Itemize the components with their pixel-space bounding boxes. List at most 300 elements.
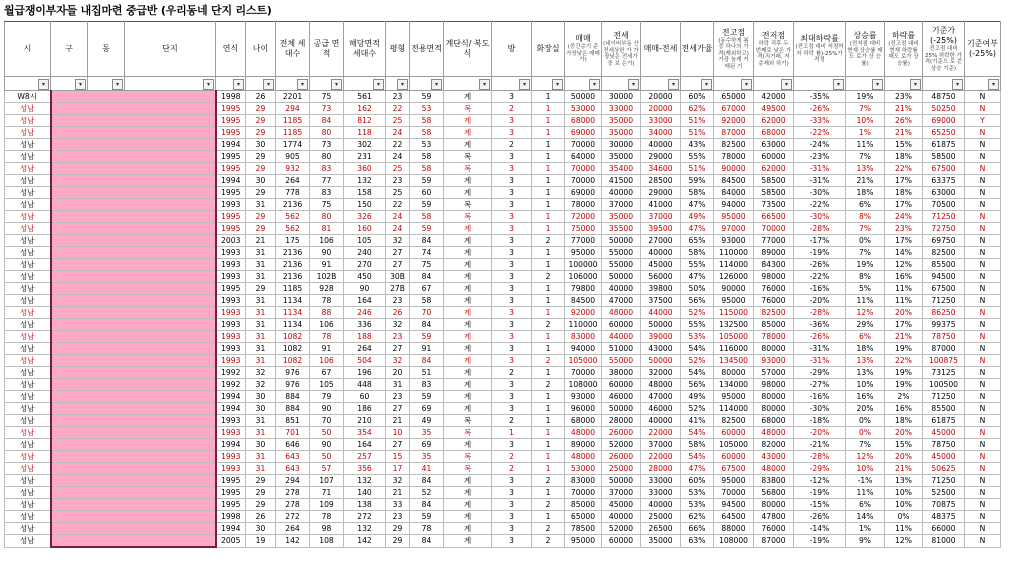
- table-cell[interactable]: 성남: [5, 247, 51, 259]
- table-cell[interactable]: -21%: [794, 439, 846, 451]
- table-cell[interactable]: 450: [344, 271, 386, 283]
- table-cell[interactable]: 40000: [641, 499, 681, 511]
- table-cell[interactable]: 계: [444, 391, 492, 403]
- table-cell[interactable]: 11%: [846, 139, 885, 151]
- table-cell[interactable]: 108000: [714, 535, 754, 548]
- table-cell[interactable]: N: [965, 439, 1001, 451]
- table-cell[interactable]: 1: [532, 103, 565, 115]
- table-cell[interactable]: 3: [492, 199, 532, 211]
- table-cell[interactable]: 성남: [5, 487, 51, 499]
- table-cell[interactable]: 0%: [885, 511, 923, 523]
- table-cell[interactable]: 1993: [216, 331, 246, 343]
- table-cell[interactable]: 40000: [641, 247, 681, 259]
- column-header[interactable]: [216, 22, 246, 77]
- table-cell[interactable]: 23%: [885, 91, 923, 103]
- table-cell[interactable]: 1: [532, 415, 565, 427]
- table-cell[interactable]: 84: [410, 535, 444, 548]
- table-cell[interactable]: 3: [492, 487, 532, 499]
- table-cell[interactable]: -18%: [794, 415, 846, 427]
- table-cell[interactable]: 19%: [885, 343, 923, 355]
- table-cell[interactable]: 계: [444, 439, 492, 451]
- table-cell[interactable]: 80000: [754, 499, 794, 511]
- table-cell[interactable]: 58: [410, 151, 444, 163]
- table-cell[interactable]: 1082: [276, 355, 310, 367]
- table-cell[interactable]: N: [965, 199, 1001, 211]
- table-cell[interactable]: 95000: [714, 391, 754, 403]
- table-cell[interactable]: 복: [444, 151, 492, 163]
- table-cell[interactable]: 20%: [885, 427, 923, 439]
- table-cell[interactable]: 1: [532, 259, 565, 271]
- table-cell[interactable]: 32000: [641, 367, 681, 379]
- table-cell[interactable]: 31: [246, 343, 276, 355]
- table-cell[interactable]: 복: [444, 211, 492, 223]
- table-cell[interactable]: 1995: [216, 487, 246, 499]
- table-cell[interactable]: 1995: [216, 475, 246, 487]
- table-cell[interactable]: 63000: [923, 187, 965, 199]
- table-cell[interactable]: -19%: [794, 535, 846, 548]
- table-cell[interactable]: 102B: [310, 271, 344, 283]
- table-cell[interactable]: 976: [276, 367, 310, 379]
- filter-dropdown-icon[interactable]: ▾: [38, 79, 49, 90]
- table-cell[interactable]: 21%: [885, 331, 923, 343]
- table-cell[interactable]: 31: [246, 415, 276, 427]
- table-cell[interactable]: 3: [492, 343, 532, 355]
- table-cell[interactable]: 2136: [276, 259, 310, 271]
- table-cell[interactable]: 3: [492, 91, 532, 103]
- table-cell[interactable]: 33000: [602, 103, 641, 115]
- table-cell[interactable]: 29%: [846, 319, 885, 331]
- table-cell[interactable]: 643: [276, 451, 310, 463]
- column-header[interactable]: [444, 22, 492, 77]
- table-cell[interactable]: N: [965, 451, 1001, 463]
- table-cell[interactable]: 37000: [641, 211, 681, 223]
- table-cell[interactable]: 성남: [5, 463, 51, 475]
- table-cell[interactable]: 2%: [885, 391, 923, 403]
- table-cell[interactable]: 1: [532, 463, 565, 475]
- table-cell[interactable]: 11%: [846, 295, 885, 307]
- table-cell[interactable]: 1: [532, 487, 565, 499]
- table-cell[interactable]: 93000: [754, 355, 794, 367]
- table-cell[interactable]: 41: [410, 463, 444, 475]
- table-cell[interactable]: 47%: [681, 223, 714, 235]
- table-cell[interactable]: 53%: [681, 331, 714, 343]
- table-cell[interactable]: 62%: [681, 511, 714, 523]
- table-cell[interactable]: 50000: [602, 403, 641, 415]
- table-cell[interactable]: 1994: [216, 403, 246, 415]
- table-cell[interactable]: 29: [246, 127, 276, 139]
- table-cell[interactable]: 43%: [681, 139, 714, 151]
- table-cell[interactable]: 성남: [5, 115, 51, 127]
- table-cell[interactable]: 성남: [5, 415, 51, 427]
- table-cell[interactable]: 1995: [216, 283, 246, 295]
- table-cell[interactable]: 84: [410, 355, 444, 367]
- table-cell[interactable]: 39500: [641, 223, 681, 235]
- table-cell[interactable]: 80: [310, 211, 344, 223]
- table-cell[interactable]: 31: [246, 271, 276, 283]
- table-cell[interactable]: 3: [492, 439, 532, 451]
- table-cell[interactable]: -28%: [794, 451, 846, 463]
- table-cell[interactable]: 50250: [923, 103, 965, 115]
- table-cell[interactable]: 42000: [754, 91, 794, 103]
- table-cell[interactable]: 성남: [5, 331, 51, 343]
- table-cell[interactable]: 16%: [846, 391, 885, 403]
- table-cell[interactable]: 45000: [602, 499, 641, 511]
- table-cell[interactable]: 50000: [602, 235, 641, 247]
- table-cell[interactable]: 복: [444, 163, 492, 175]
- table-cell[interactable]: 32: [246, 379, 276, 391]
- table-cell[interactable]: 계: [444, 283, 492, 295]
- table-cell[interactable]: 6%: [846, 331, 885, 343]
- table-cell[interactable]: 81000: [923, 535, 965, 548]
- table-cell[interactable]: 18%: [846, 343, 885, 355]
- table-cell[interactable]: 27000: [641, 235, 681, 247]
- table-cell[interactable]: -33%: [794, 115, 846, 127]
- table-cell[interactable]: 40000: [602, 511, 641, 523]
- table-cell[interactable]: 3: [492, 223, 532, 235]
- table-cell[interactable]: 50625: [923, 463, 965, 475]
- table-cell[interactable]: 14%: [846, 511, 885, 523]
- table-cell[interactable]: 23%: [885, 223, 923, 235]
- table-cell[interactable]: 1995: [216, 499, 246, 511]
- table-cell[interactable]: 1998: [216, 91, 246, 103]
- table-cell[interactable]: 성남: [5, 271, 51, 283]
- table-cell[interactable]: 계: [444, 475, 492, 487]
- table-cell[interactable]: 60000: [754, 151, 794, 163]
- table-cell[interactable]: 646: [276, 439, 310, 451]
- table-cell[interactable]: 58: [410, 127, 444, 139]
- table-cell[interactable]: 62000: [754, 163, 794, 175]
- table-cell[interactable]: 108000: [565, 379, 602, 391]
- table-cell[interactable]: 50000: [602, 475, 641, 487]
- table-cell[interactable]: 51000: [602, 343, 641, 355]
- table-cell[interactable]: 28500: [641, 175, 681, 187]
- table-cell[interactable]: -22%: [794, 127, 846, 139]
- table-cell[interactable]: 92000: [565, 307, 602, 319]
- table-cell[interactable]: 55%: [681, 151, 714, 163]
- table-cell[interactable]: 78750: [923, 331, 965, 343]
- table-cell[interactable]: 78000: [754, 331, 794, 343]
- table-cell[interactable]: 25: [386, 187, 410, 199]
- table-cell[interactable]: 78: [310, 295, 344, 307]
- table-cell[interactable]: 11%: [885, 523, 923, 535]
- table-cell[interactable]: 77000: [565, 235, 602, 247]
- table-cell[interactable]: N: [965, 223, 1001, 235]
- table-cell[interactable]: 성남: [5, 379, 51, 391]
- table-cell[interactable]: 26000: [602, 451, 641, 463]
- table-cell[interactable]: 29000: [641, 151, 681, 163]
- table-cell[interactable]: 643: [276, 463, 310, 475]
- table-cell[interactable]: -17%: [794, 235, 846, 247]
- column-header[interactable]: [276, 22, 310, 77]
- table-cell[interactable]: 51: [410, 367, 444, 379]
- table-cell[interactable]: 66500: [754, 211, 794, 223]
- table-cell[interactable]: 25: [386, 163, 410, 175]
- table-cell[interactable]: N: [965, 343, 1001, 355]
- table-cell[interactable]: 53000: [565, 103, 602, 115]
- table-cell[interactable]: 29: [246, 487, 276, 499]
- table-cell[interactable]: N: [965, 139, 1001, 151]
- table-cell[interactable]: 1: [532, 175, 565, 187]
- table-cell[interactable]: 70000: [565, 163, 602, 175]
- table-cell[interactable]: -26%: [794, 259, 846, 271]
- filter-dropdown-icon[interactable]: ▾: [701, 79, 712, 90]
- table-cell[interactable]: 31: [246, 307, 276, 319]
- table-cell[interactable]: 23: [386, 91, 410, 103]
- table-cell[interactable]: 58%: [681, 187, 714, 199]
- table-cell[interactable]: N: [965, 367, 1001, 379]
- table-cell[interactable]: 1: [532, 307, 565, 319]
- table-cell[interactable]: 17%: [885, 199, 923, 211]
- table-cell[interactable]: 21%: [885, 103, 923, 115]
- table-cell[interactable]: 28000: [602, 415, 641, 427]
- table-cell[interactable]: 58: [410, 211, 444, 223]
- table-cell[interactable]: 150: [344, 199, 386, 211]
- table-cell[interactable]: 1995: [216, 223, 246, 235]
- table-cell[interactable]: 계: [444, 295, 492, 307]
- table-cell[interactable]: 성남: [5, 223, 51, 235]
- table-cell[interactable]: 93000: [565, 391, 602, 403]
- table-cell[interactable]: 60000: [602, 319, 641, 331]
- column-header[interactable]: [246, 22, 276, 77]
- table-cell[interactable]: -12%: [794, 475, 846, 487]
- table-cell[interactable]: 160: [344, 223, 386, 235]
- table-cell[interactable]: -20%: [794, 295, 846, 307]
- table-cell[interactable]: 23: [386, 391, 410, 403]
- table-cell[interactable]: 30: [246, 139, 276, 151]
- table-cell[interactable]: 3: [492, 499, 532, 511]
- table-cell[interactable]: 2: [532, 535, 565, 548]
- table-cell[interactable]: 778: [276, 187, 310, 199]
- table-cell[interactable]: -22%: [794, 271, 846, 283]
- table-cell[interactable]: 32: [246, 367, 276, 379]
- table-cell[interactable]: 68000: [754, 127, 794, 139]
- table-cell[interactable]: 3: [492, 271, 532, 283]
- table-cell[interactable]: 976: [276, 379, 310, 391]
- table-cell[interactable]: 49%: [681, 211, 714, 223]
- table-cell[interactable]: 복: [444, 415, 492, 427]
- table-cell[interactable]: 1: [532, 211, 565, 223]
- table-cell[interactable]: 48000: [754, 427, 794, 439]
- table-cell[interactable]: 105: [344, 235, 386, 247]
- table-cell[interactable]: 2: [492, 367, 532, 379]
- table-cell[interactable]: 성남: [5, 295, 51, 307]
- table-cell[interactable]: 70000: [565, 175, 602, 187]
- table-cell[interactable]: 1: [532, 139, 565, 151]
- table-cell[interactable]: 65000: [714, 91, 754, 103]
- table-cell[interactable]: 60%: [681, 475, 714, 487]
- table-cell[interactable]: 17%: [885, 319, 923, 331]
- table-cell[interactable]: 계: [444, 499, 492, 511]
- table-cell[interactable]: 53: [410, 103, 444, 115]
- table-cell[interactable]: 30000: [602, 139, 641, 151]
- table-cell[interactable]: 3: [492, 151, 532, 163]
- table-cell[interactable]: 48375: [923, 511, 965, 523]
- table-cell[interactable]: 97000: [714, 223, 754, 235]
- table-cell[interactable]: 1994: [216, 439, 246, 451]
- filter-dropdown-icon[interactable]: ▾: [431, 79, 442, 90]
- table-cell[interactable]: 19%: [885, 367, 923, 379]
- table-cell[interactable]: -26%: [794, 511, 846, 523]
- table-cell[interactable]: 1: [532, 163, 565, 175]
- table-cell[interactable]: 47%: [681, 199, 714, 211]
- table-cell[interactable]: 13%: [846, 355, 885, 367]
- table-cell[interactable]: 21%: [885, 127, 923, 139]
- table-cell[interactable]: 85500: [923, 403, 965, 415]
- table-cell[interactable]: 39800: [641, 283, 681, 295]
- table-cell[interactable]: 26: [386, 307, 410, 319]
- table-cell[interactable]: 82500: [754, 307, 794, 319]
- table-cell[interactable]: 100500: [923, 379, 965, 391]
- table-cell[interactable]: 70500: [923, 199, 965, 211]
- table-cell[interactable]: 270: [344, 259, 386, 271]
- table-cell[interactable]: 1: [532, 343, 565, 355]
- table-cell[interactable]: 복: [444, 427, 492, 439]
- table-cell[interactable]: 54%: [681, 343, 714, 355]
- table-cell[interactable]: 1993: [216, 427, 246, 439]
- table-cell[interactable]: 계: [444, 223, 492, 235]
- table-cell[interactable]: N: [965, 355, 1001, 367]
- table-cell[interactable]: 76000: [754, 283, 794, 295]
- table-cell[interactable]: 52000: [602, 523, 641, 535]
- table-cell[interactable]: 44000: [602, 331, 641, 343]
- table-cell[interactable]: 성남: [5, 367, 51, 379]
- table-cell[interactable]: 58500: [754, 175, 794, 187]
- table-cell[interactable]: 1134: [276, 307, 310, 319]
- table-cell[interactable]: -24%: [794, 139, 846, 151]
- table-cell[interactable]: 106: [310, 235, 344, 247]
- table-cell[interactable]: 2: [492, 415, 532, 427]
- table-cell[interactable]: 85000: [565, 499, 602, 511]
- table-cell[interactable]: 복: [444, 463, 492, 475]
- table-cell[interactable]: 105000: [565, 355, 602, 367]
- table-cell[interactable]: 성남: [5, 235, 51, 247]
- table-cell[interactable]: 63000: [754, 139, 794, 151]
- table-cell[interactable]: 54%: [681, 427, 714, 439]
- table-cell[interactable]: 45000: [923, 451, 965, 463]
- table-cell[interactable]: -31%: [794, 343, 846, 355]
- table-cell[interactable]: 89000: [754, 247, 794, 259]
- table-cell[interactable]: 계: [444, 511, 492, 523]
- table-cell[interactable]: 70: [410, 307, 444, 319]
- column-header[interactable]: [386, 22, 410, 77]
- table-cell[interactable]: 336: [344, 319, 386, 331]
- table-cell[interactable]: N: [965, 235, 1001, 247]
- table-cell[interactable]: 1993: [216, 415, 246, 427]
- table-cell[interactable]: 354: [344, 427, 386, 439]
- table-cell[interactable]: 67500: [923, 163, 965, 175]
- table-cell[interactable]: 성남: [5, 451, 51, 463]
- table-cell[interactable]: 504: [344, 355, 386, 367]
- table-cell[interactable]: 1994: [216, 523, 246, 535]
- table-cell[interactable]: 58%: [681, 439, 714, 451]
- table-cell[interactable]: N: [965, 475, 1001, 487]
- table-cell[interactable]: -36%: [794, 319, 846, 331]
- table-cell[interactable]: 30: [246, 403, 276, 415]
- table-cell[interactable]: 360: [344, 163, 386, 175]
- table-cell[interactable]: 성남: [5, 199, 51, 211]
- table-cell[interactable]: 29: [246, 187, 276, 199]
- table-cell[interactable]: 20%: [885, 307, 923, 319]
- table-cell[interactable]: 116000: [714, 343, 754, 355]
- table-cell[interactable]: 69: [410, 439, 444, 451]
- table-cell[interactable]: -23%: [794, 151, 846, 163]
- table-cell[interactable]: 158: [344, 187, 386, 199]
- table-cell[interactable]: 8%: [846, 271, 885, 283]
- table-cell[interactable]: 66000: [923, 523, 965, 535]
- table-cell[interactable]: 84: [410, 499, 444, 511]
- table-cell[interactable]: 26000: [602, 427, 641, 439]
- table-cell[interactable]: 성남: [5, 511, 51, 523]
- table-cell[interactable]: 1%: [846, 523, 885, 535]
- table-cell[interactable]: 23: [386, 331, 410, 343]
- table-cell[interactable]: N: [965, 511, 1001, 523]
- table-cell[interactable]: 98000: [754, 271, 794, 283]
- table-cell[interactable]: 25000: [641, 511, 681, 523]
- table-cell[interactable]: 29: [246, 163, 276, 175]
- table-cell[interactable]: 2136: [276, 271, 310, 283]
- table-cell[interactable]: 2: [532, 355, 565, 367]
- table-cell[interactable]: 55000: [602, 259, 641, 271]
- table-cell[interactable]: 11%: [885, 295, 923, 307]
- table-cell[interactable]: 90: [310, 247, 344, 259]
- table-cell[interactable]: 1: [532, 91, 565, 103]
- table-cell[interactable]: 51%: [681, 163, 714, 175]
- filter-dropdown-icon[interactable]: ▾: [519, 79, 530, 90]
- table-cell[interactable]: 계: [444, 343, 492, 355]
- table-cell[interactable]: 59: [410, 175, 444, 187]
- table-cell[interactable]: 138: [344, 499, 386, 511]
- table-cell[interactable]: 66%: [681, 523, 714, 535]
- table-cell[interactable]: 2003: [216, 235, 246, 247]
- table-cell[interactable]: 59: [410, 331, 444, 343]
- table-cell[interactable]: 63375: [923, 175, 965, 187]
- table-cell[interactable]: 성남: [5, 139, 51, 151]
- table-cell[interactable]: 95000: [714, 295, 754, 307]
- column-header[interactable]: [965, 22, 1001, 77]
- table-cell[interactable]: 21%: [846, 175, 885, 187]
- table-cell[interactable]: 88: [310, 307, 344, 319]
- table-cell[interactable]: 1992: [216, 367, 246, 379]
- table-cell[interactable]: 복: [444, 199, 492, 211]
- table-cell[interactable]: 15%: [885, 139, 923, 151]
- table-cell[interactable]: 68000: [565, 415, 602, 427]
- table-cell[interactable]: 41%: [681, 415, 714, 427]
- table-cell[interactable]: 294: [276, 103, 310, 115]
- table-cell[interactable]: 60000: [714, 451, 754, 463]
- table-cell[interactable]: 83: [410, 379, 444, 391]
- table-cell[interactable]: -28%: [794, 223, 846, 235]
- table-cell[interactable]: 115000: [714, 307, 754, 319]
- table-cell[interactable]: 3: [492, 319, 532, 331]
- table-cell[interactable]: 27: [386, 403, 410, 415]
- table-cell[interactable]: 196: [344, 367, 386, 379]
- table-cell[interactable]: 22000: [641, 427, 681, 439]
- column-header[interactable]: [125, 22, 216, 77]
- table-cell[interactable]: 58500: [754, 187, 794, 199]
- table-cell[interactable]: 계: [444, 259, 492, 271]
- table-cell[interactable]: N: [965, 271, 1001, 283]
- table-cell[interactable]: 65%: [681, 235, 714, 247]
- table-cell[interactable]: 87000: [714, 127, 754, 139]
- table-cell[interactable]: 278: [276, 499, 310, 511]
- table-cell[interactable]: 61875: [923, 415, 965, 427]
- table-cell[interactable]: 12%: [846, 307, 885, 319]
- table-cell[interactable]: 17%: [885, 175, 923, 187]
- table-cell[interactable]: 45000: [923, 427, 965, 439]
- table-cell[interactable]: 성남: [5, 211, 51, 223]
- table-cell[interactable]: N: [965, 91, 1001, 103]
- table-cell[interactable]: 59%: [681, 175, 714, 187]
